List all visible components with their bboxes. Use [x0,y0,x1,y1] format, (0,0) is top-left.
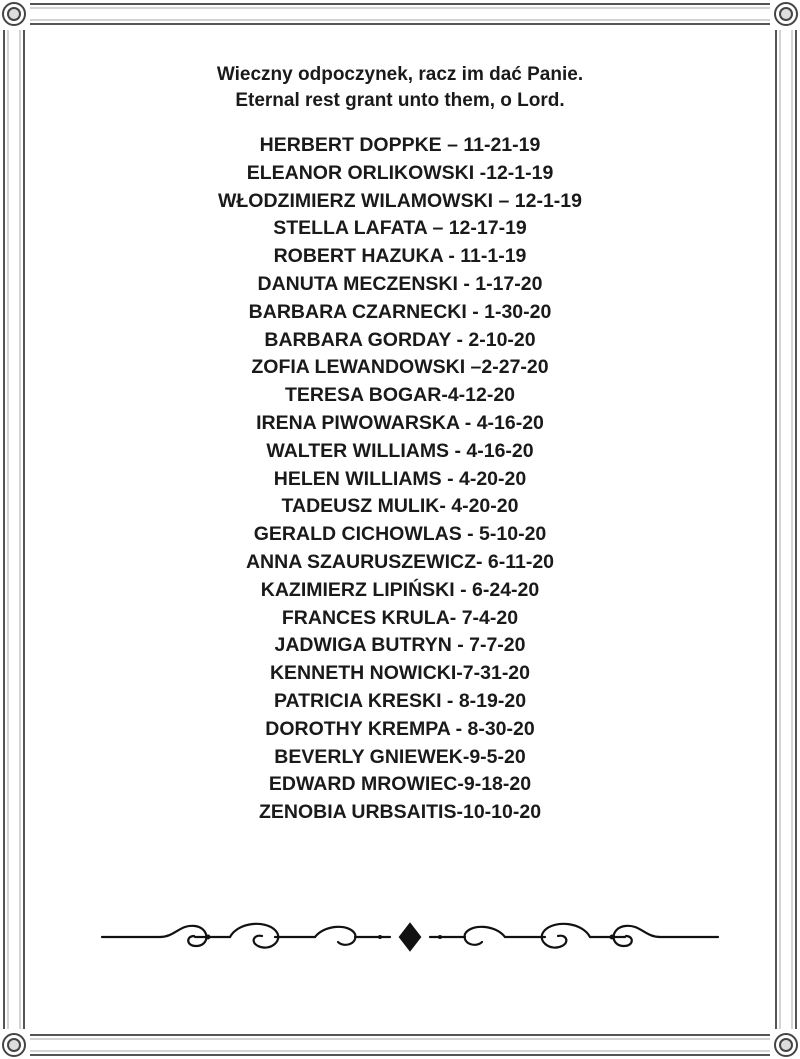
flourish-divider-icon [100,912,720,962]
prayer-polish: Wieczny odpoczynek, racz im dać Panie. [216,64,584,85]
name-entry: ELEANOR ORLIKOWSKI -12-1-19 [246,161,554,184]
name-entry: ANNA SZAURUSZEWICZ- 6-11-20 [245,550,555,573]
name-entry: BEVERLY GNIEWEK-9-5-20 [274,745,526,768]
name-entry: TADEUSZ MULIK- 4-20-20 [281,495,519,518]
name-entry: ZOFIA LEWANDOWSKI –2-27-20 [251,356,549,379]
name-entry: WŁODZIMIERZ WILAMOWSKI – 12-1-19 [217,189,582,212]
name-entry: KENNETH NOWICKI-7-31-20 [269,662,531,685]
name-entry: ZENOBIA URBSAITIS-10-10-20 [258,801,542,824]
name-entry: BARBARA CZARNECKI - 1-30-20 [248,300,552,323]
name-entry: JADWIGA BUTRYN - 7-7-20 [274,634,526,657]
memorial-list [0,62,800,827]
name-entry: FRANCES KRULA- 7-4-20 [281,606,519,629]
name-entry: DANUTA MECZENSKI - 1-17-20 [257,272,543,295]
name-entry: IRENA PIWOWARSKA - 4-16-20 [256,411,544,434]
name-entry: STELLA LAFATA – 12-17-19 [273,217,527,240]
name-entry: TERESA BOGAR-4-12-20 [284,384,516,407]
name-entry: HELEN WILLIAMS - 4-20-20 [273,467,527,490]
names-list [0,132,800,827]
prayer-english: Eternal rest grant unto them, o Lord. [235,90,565,111]
name-entry: KAZIMIERZ LIPIŃSKI - 6-24-20 [260,578,540,601]
name-entry: WALTER WILLIAMS - 4-16-20 [266,439,534,462]
name-entry: PATRICIA KRESKI - 8-19-20 [273,689,527,712]
name-entry: BARBARA GORDAY - 2-10-20 [264,328,536,351]
name-entry: DOROTHY KREMPA - 8-30-20 [265,717,535,740]
name-entry: EDWARD MROWIEC-9-18-20 [268,773,532,796]
name-entry: ROBERT HAZUKA - 11-1-19 [273,245,527,268]
name-entry: HERBERT DOPPKE – 11-21-19 [259,134,541,156]
name-entry: GERALD CICHOWLAS - 5-10-20 [253,523,547,546]
